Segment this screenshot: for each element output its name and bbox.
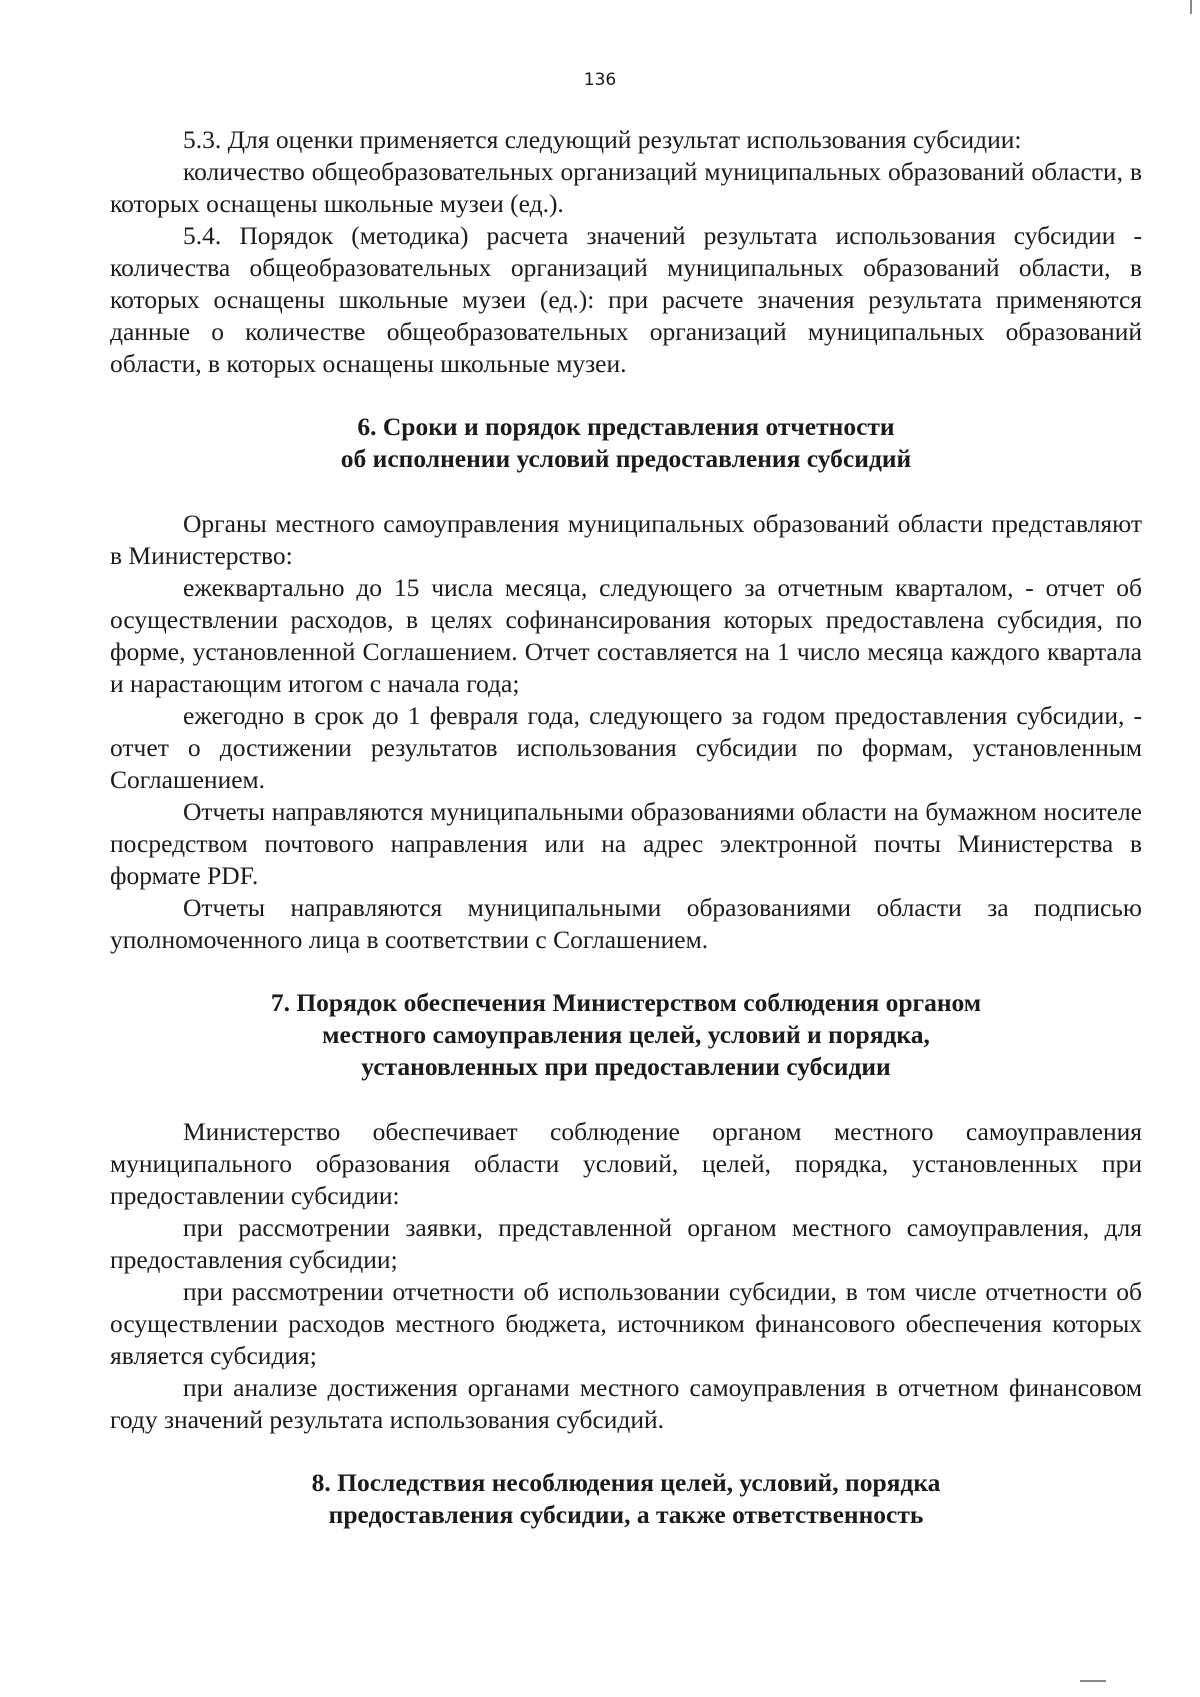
- paragraph-6-intro: Органы местного самоуправления муниципальных образований области представляют в Министерство:: [110, 509, 1142, 570]
- paragraph-6-annual: ежегодно в срок до 1 февраля года, следующего за годом предоставления субсидии, - отчет о достижении результатов использования субсидии по формам, установленным Соглашением.: [110, 701, 1142, 794]
- scan-artifact: [1190, 0, 1192, 14]
- section-8-heading-line-2: предоставления субсидии, а также ответственность: [328, 1500, 924, 1529]
- paragraph-6-delivery: Отчеты направляются муниципальными образованиями области на бумажном носителе посредством почтового направления или на адрес электронной почты Министерства в формате PDF.: [110, 797, 1142, 890]
- section-8-heading: [110, 1467, 1142, 1531]
- paragraph-7-application: при рассмотрении заявки, представленной органом местного самоуправления, для предоставления субсидии;: [110, 1213, 1142, 1274]
- paragraph-6-signature: Отчеты направляются муниципальными образованиями области за подписью уполномоченного лица в соответствии с Соглашением.: [110, 893, 1142, 954]
- section-7-heading-line-3: установленных при предоставлении субсидии: [361, 1052, 891, 1081]
- document-body: [110, 124, 1142, 1531]
- page-number: 136: [583, 70, 617, 90]
- section-7-heading-line-2: местного самоуправления целей, условий и порядка,: [322, 1020, 930, 1049]
- section-6-heading-line-2: об исполнении условий предоставления субсидий: [340, 444, 912, 473]
- section-8-heading-line-1: 8. Последствия несоблюдения целей, условий, порядка: [311, 1468, 941, 1497]
- section-7-heading: [110, 987, 1142, 1083]
- paragraph-5-3-result: количество общеобразовательных организаций муниципальных образований области, в которых оснащены школьные музеи (ед.).: [110, 157, 1142, 218]
- paragraph-7-intro: Министерство обеспечивает соблюдение органом местного самоуправления муниципального образования области условий, целей, порядка, установленных при предоставлении субсидии:: [110, 1117, 1142, 1210]
- section-7-heading-line-1: 7. Порядок обеспечения Министерством соблюдения органом: [270, 988, 982, 1017]
- paragraph-7-analysis: при анализе достижения органами местного самоуправления в отчетном финансовом году значений результата использования субсидий.: [110, 1373, 1142, 1434]
- section-6-heading-line-1: 6. Сроки и порядок представления отчетности: [357, 412, 895, 441]
- section-6-heading: [110, 411, 1142, 475]
- paragraph-6-quarterly: ежеквартально до 15 числа месяца, следующего за отчетным кварталом, - отчет об осуществлении расходов, в целях софинансирования которых предоставлена субсидия, по форме, установленной Соглашением. Отчет составляется на 1 число месяца каждого квартала и нарастающим итогом с начала года;: [110, 573, 1142, 698]
- scan-artifact: [1080, 1680, 1106, 1682]
- paragraph-5-4: 5.4. Порядок (методика) расчета значений результата использования субсидии - количества общеобразовательных организаций муниципальных образований области, в которых оснащены школьные музеи (ед.): при расчете значения результата применяются данные о количестве общеобразовательных организаций муниципальных образований области, в которых оснащены школьные музеи.: [110, 221, 1142, 378]
- paragraph-5-3: 5.3. Для оценки применяется следующий результат использования субсидии:: [183, 125, 1022, 154]
- paragraph-7-reporting: при рассмотрении отчетности об использовании субсидии, в том числе отчетности об осуществлении расходов местного бюджета, источником финансового обеспечения которых является субсидия;: [110, 1277, 1142, 1370]
